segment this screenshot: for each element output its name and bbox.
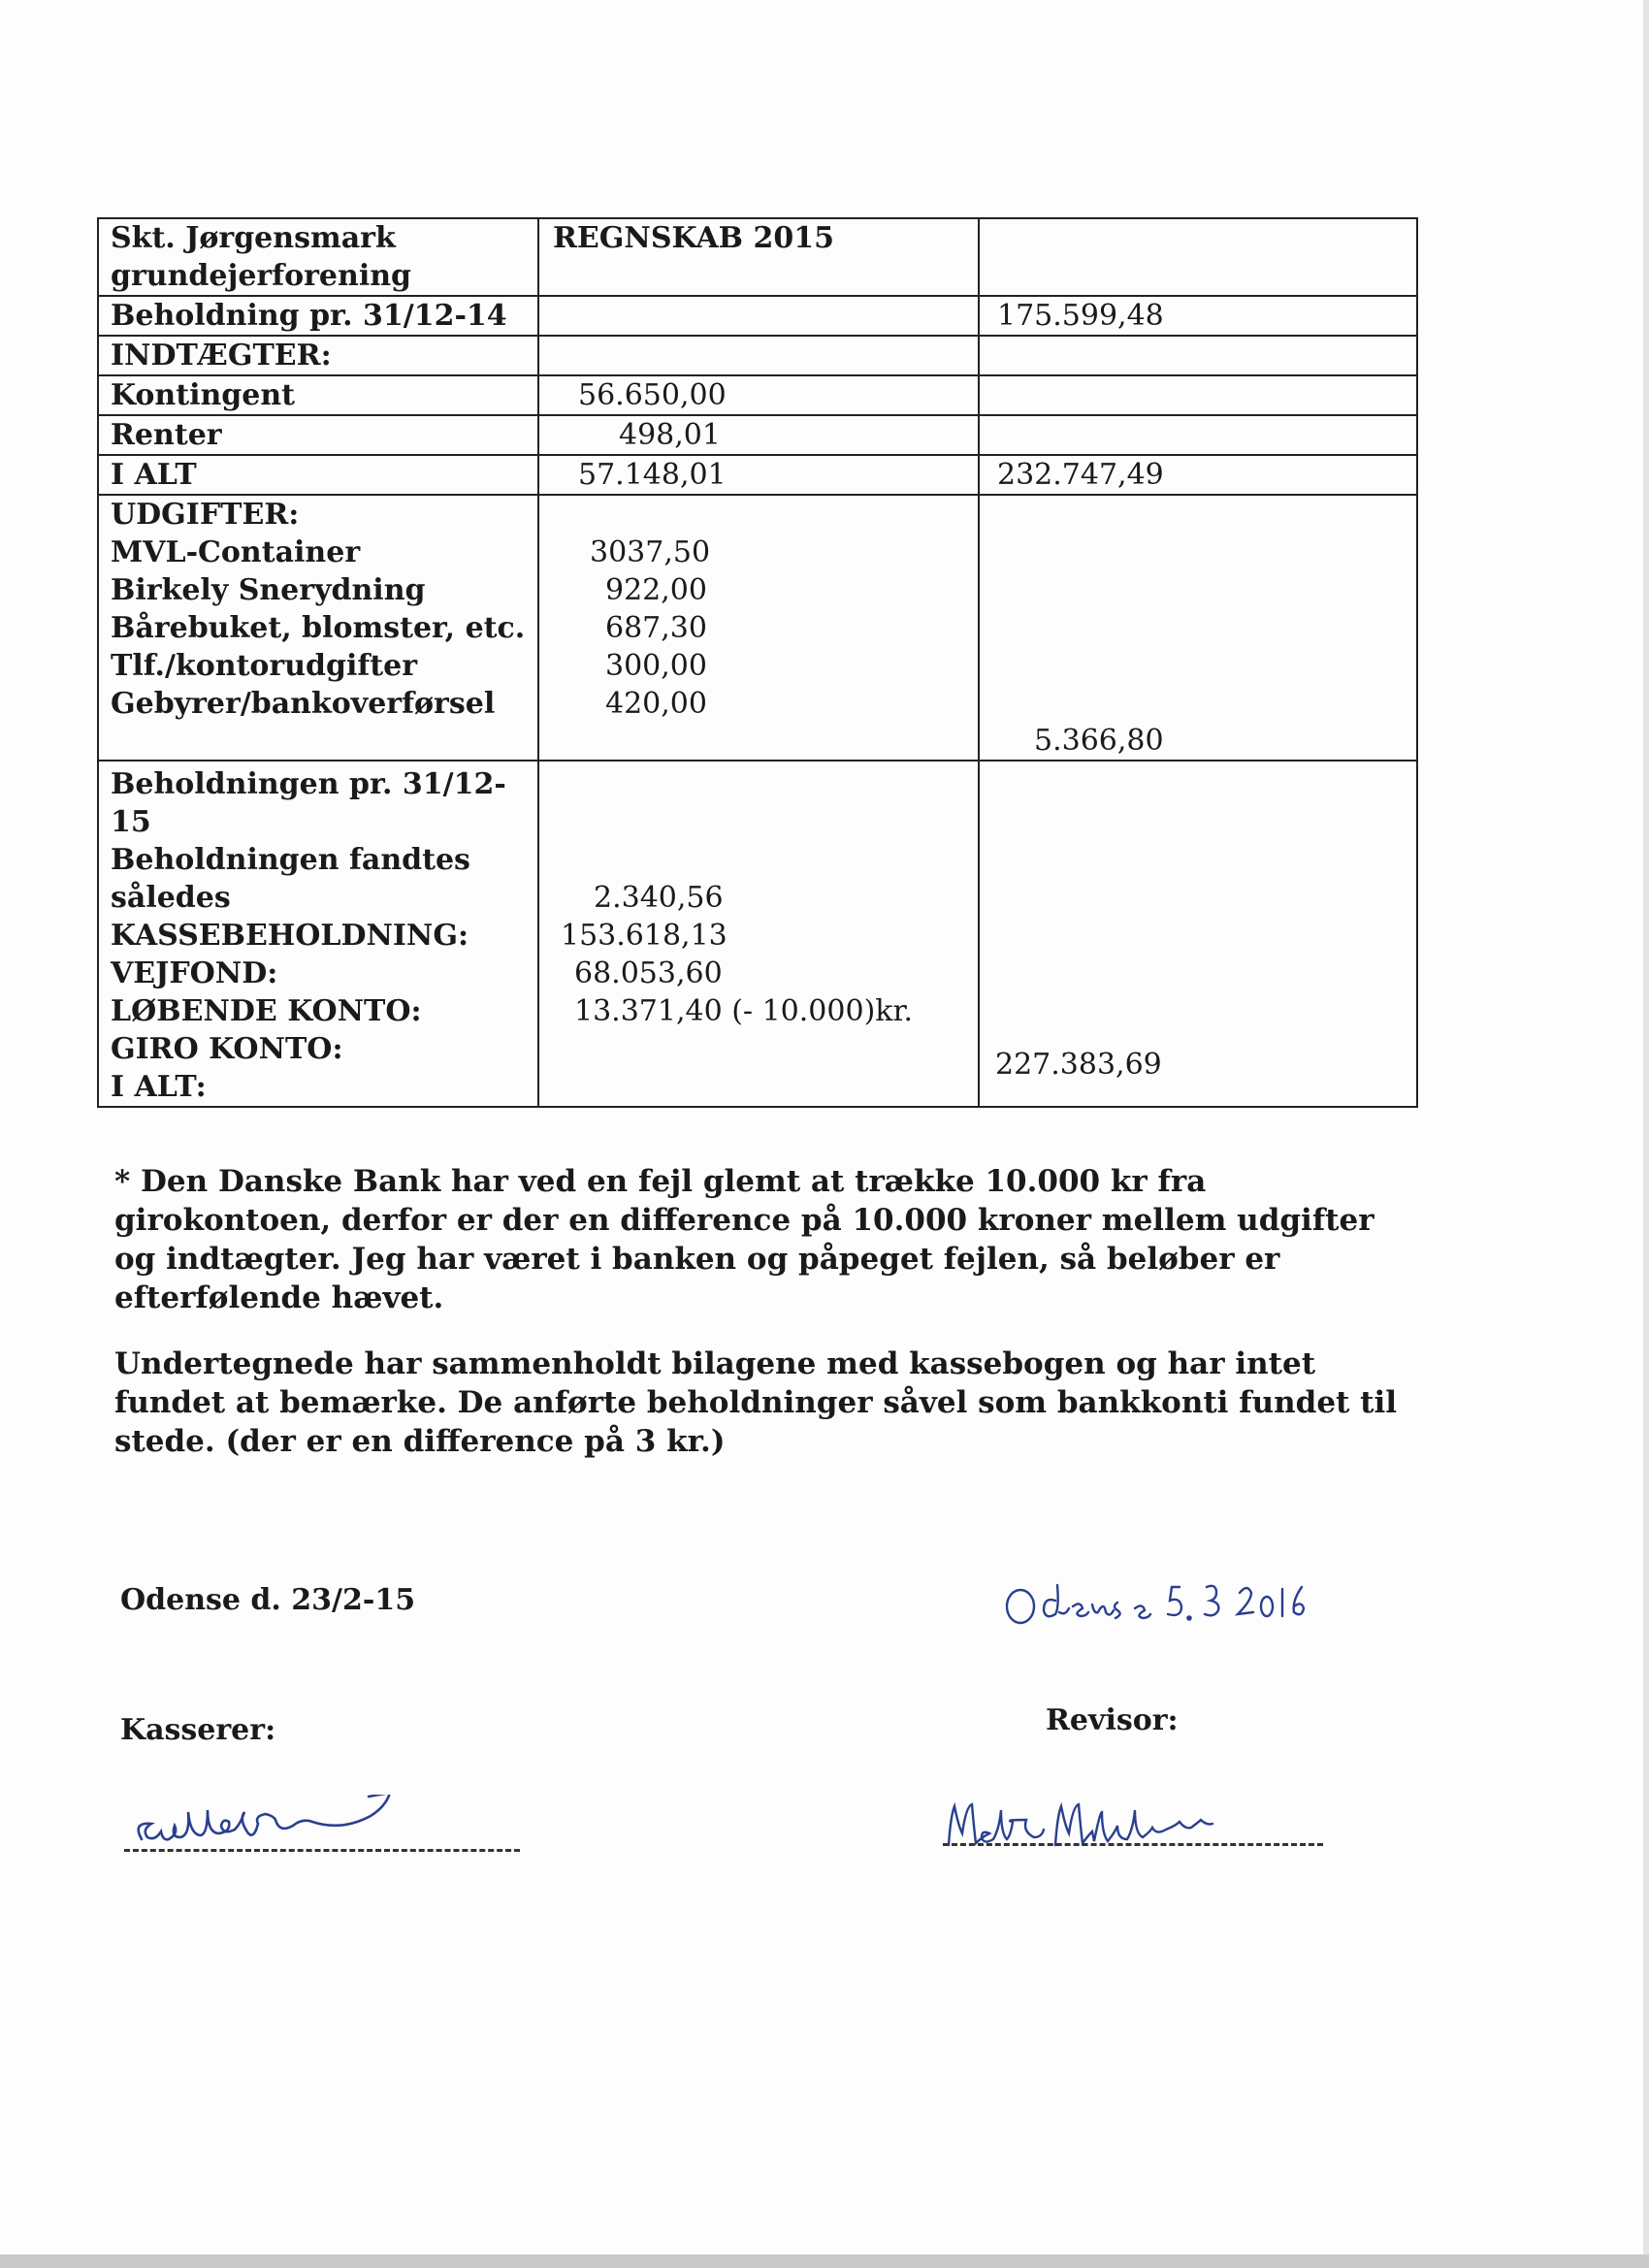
- revisor-signature-line: [943, 1843, 1323, 1846]
- expenses-total: 5.366,80: [979, 495, 1417, 761]
- expenses-values: [538, 495, 979, 761]
- table-row: [98, 415, 1417, 455]
- kasserer-signature: [124, 1795, 551, 1872]
- place-date: Odense d. 23/2-15: [120, 1583, 416, 1617]
- holding-label: KASSEBEHOLDNING:: [111, 919, 469, 953]
- table-row: [98, 336, 1417, 375]
- expenses-labels: [98, 495, 538, 761]
- expense-label: Birkely Snerydning: [111, 573, 426, 607]
- holding-value: 2.340,56: [594, 881, 724, 915]
- table-row: [98, 375, 1417, 415]
- closing-heading: således: [111, 881, 231, 915]
- table-row: [98, 218, 1417, 296]
- holding-label: GIRO KONTO:: [111, 1032, 343, 1066]
- revisor-label: Revisor:: [1046, 1703, 1179, 1737]
- audit-statement: Undertegnede har sammenholdt bilagene med kassebogen og har intet fundet at bemærke. De anførte beholdninger såvel som bankkonti fundet til stede. (der er en difference på 3 kr.): [114, 1346, 1398, 1459]
- expenses-heading: UDGIFTER:: [111, 498, 300, 532]
- expense-value: 300,00: [605, 649, 707, 683]
- ialt-label: I ALT: [98, 455, 538, 495]
- holding-value: 13.371,40 (- 10.000)kr.: [574, 994, 914, 1028]
- table-row: [98, 495, 1417, 761]
- ialt-value: 57.148,01: [538, 455, 979, 495]
- expense-label: Gebyrer/bankoverførsel: [111, 687, 496, 721]
- org-name: Skt. Jørgensmark grundejerforening: [98, 218, 538, 296]
- bank-error-note: * Den Danske Bank har ved en fejl glemt at trække 10.000 kr fra girokontoen, derfor er der en difference på 10.000 kroner mellem udgifter og indtægter. Jeg har været i banken og påpeget fejlen, så beløber er efterfølende hævet.: [114, 1164, 1374, 1315]
- table-row: [98, 761, 1417, 1107]
- expense-label: Tlf./kontorudgifter: [111, 649, 418, 683]
- renter-value: 498,01: [538, 415, 979, 455]
- closing-ialt-label: I ALT:: [111, 1070, 207, 1104]
- expense-value: 420,00: [605, 687, 707, 721]
- closing-labels: [98, 761, 538, 1107]
- income-heading: INDTÆGTER:: [98, 336, 538, 375]
- kontingent-value: 56.650,00: [538, 375, 979, 415]
- expense-value: 3037,50: [590, 535, 711, 569]
- holding-value: 68.053,60: [574, 956, 723, 990]
- opening-total: 175.599,48: [979, 296, 1417, 336]
- expense-label: MVL-Container: [111, 535, 361, 569]
- holding-label: LØBENDE KONTO:: [111, 994, 422, 1028]
- closing-heading: Beholdningen fandtes: [111, 843, 470, 877]
- kasserer-signature-line: [124, 1849, 520, 1852]
- holding-value: 153.618,13: [561, 919, 728, 953]
- holding-label: VEJFOND:: [111, 956, 278, 990]
- ialt-total: 232.747,49: [979, 455, 1417, 495]
- table-row: [98, 296, 1417, 336]
- revisor-signature: [939, 1795, 1327, 1863]
- closing-heading: Beholdningen pr. 31/12-15: [111, 767, 506, 839]
- scan-edge-right: [1643, 0, 1649, 2268]
- closing-values: [538, 761, 979, 1107]
- notes: [114, 1162, 1414, 1488]
- accounts-table: [97, 217, 1418, 1108]
- kasserer-label: Kasserer:: [120, 1713, 276, 1747]
- renter-label: Renter: [98, 415, 538, 455]
- expense-value: 922,00: [605, 573, 707, 607]
- opening-label: Beholdning pr. 31/12-14: [98, 296, 538, 336]
- table-row: [98, 455, 1417, 495]
- kontingent-label: Kontingent: [98, 375, 538, 415]
- expense-value: 687,30: [605, 611, 707, 645]
- scan-edge-bottom: [0, 2254, 1649, 2268]
- handwritten-date: [999, 1573, 1319, 1632]
- doc-title: REGNSKAB 2015: [538, 218, 979, 296]
- closing-ialt-total: 227.383,69: [979, 761, 1417, 1107]
- expense-label: Bårebuket, blomster, etc.: [111, 611, 526, 645]
